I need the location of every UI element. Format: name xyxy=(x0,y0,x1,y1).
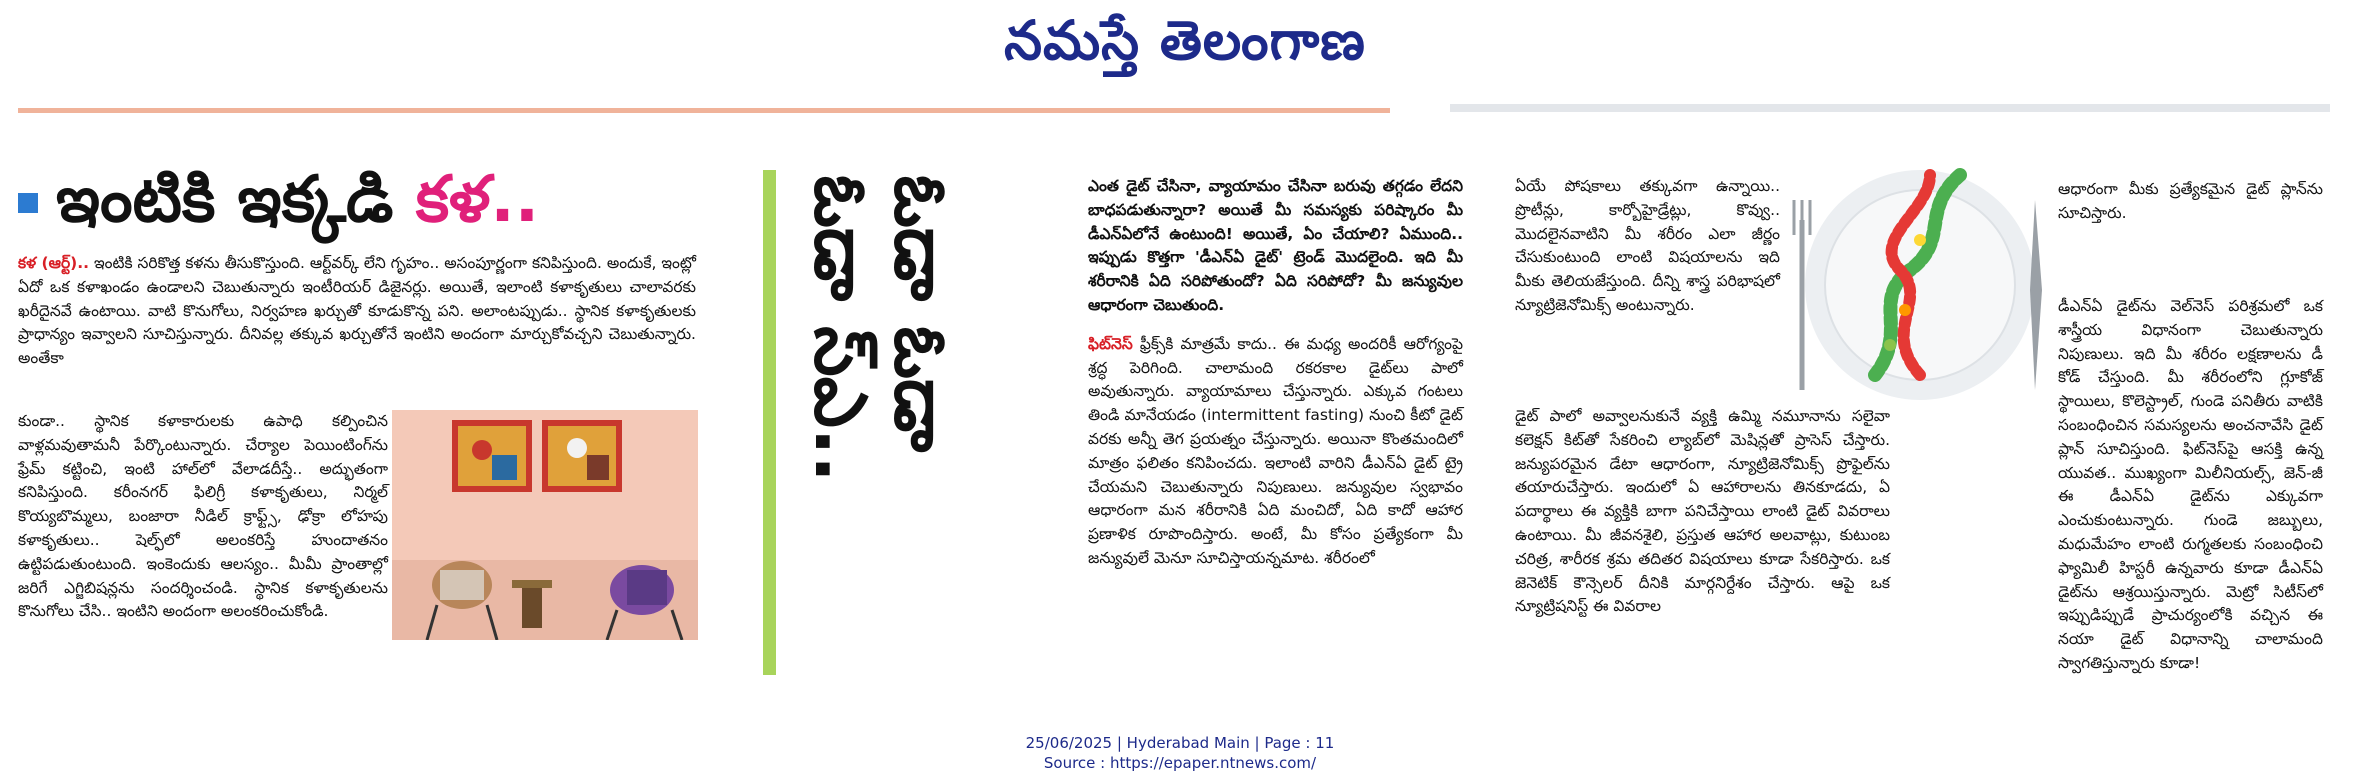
vertical-headline xyxy=(793,175,1063,675)
headline-main: ఇంటికి ఇక్కడి xyxy=(56,163,416,237)
footer-edition: 25/06/2025 | Hyderabad Main | Page : 11 xyxy=(1025,734,1335,752)
diet-para-4: ఆధారంగా మీకు ప్రత్యేకమైన డైట్ ప్లాన్‌ను సూచిస్తారు. xyxy=(2058,180,2323,222)
left-article-body-top xyxy=(18,252,696,371)
diet-lead: ఎంత డైట్ చేసినా, వ్యాయామం చేసినా బరువు తగ్గడం లేదని బాధపడుతున్నారా? అయితే మీ సమస్యకు పరిష్కారం మీ డీఎన్ఏలోనే ఉంటుంది! అయితే, ఏం చేయాలి? ఏముంది.. ఇప్పుడు కొత్తగా 'డీఎన్ఏ డైట్' ట్రెండ్ మొదలైంది. ఇది మీ శరీరానికి ఏది సరిపోతుందో? ఏది సరిపోదో? మీ జన్యువుల ఆధారంగా చెబుతుంది. xyxy=(1088,177,1463,314)
header-rule-right xyxy=(1450,104,2330,112)
left-article-headline xyxy=(18,160,698,240)
diet-column-2-bottom xyxy=(1515,405,1890,619)
body-bottom-text: కుండా.. స్థానిక కళాకారులకు ఉపాధి కల్పించిన వాళ్లమవుతామనీ పేర్కొంటున్నారు. చేర్యాల పెయింటింగ్‌ను ఫ్రేమ్ కట్టించి, ఇంటి హాల్‌లో వేలాడదీస్తే.. అద్భుతంగా కనిపిస్తుంది. కరీంనగర్ ఫిలిగ్రీ కళాకృతులు, నిర్మల్ కొయ్యబొమ్మలు, బంజారా నీడిల్ క్రాఫ్ట్స్, ఢోక్రా లోహపు కళాకృతులు.. షెల్ఫ్‌లో అలంకరిస్తే హుందాతనం ఉట్టిపడుతుంటుంది. ఇంకెందుకు ఆలస్యం.. మీమీ ప్రాంతాల్లో జరిగే ఎగ్జిబిషన్లను సందర్శించండి. స్థానిక కళాకృతులను కొనుగోలు చేసి.. ఇంటిని అందంగా అలంకరించుకోండి. xyxy=(18,412,388,621)
square-bullet-icon xyxy=(18,193,38,213)
interior-photo xyxy=(392,410,698,640)
diet-column-3-bottom xyxy=(2058,295,2323,676)
diet-para-2: ఏయే పోషకాలు తక్కువగా ఉన్నాయి.. ప్రొటీన్లు, కార్బోహైడ్రేట్లు, కొవ్వు.. మొదలైనవాటిని మీ శరీరం ఎలా జీర్ణం చేసుకుంటుంది లాంటి విషయాలను ఇది మీకు తెలియజేస్తుంది. దీన్ని శాస్త్ర పరిభాషలో న్యూట్రిజెనోమిక్స్ అంటున్నారు. xyxy=(1515,177,1780,314)
vertical-headline-line-2: ఓడా స్ఎ.. xyxy=(799,175,883,483)
body-top-text: ఇంటికి సరికొత్త కళను తీసుకొస్తుంది. ఆర్ట్‌వర్క్ లేని గృహం.. అసంపూర్ణంగా కనిపిస్తుంది. అందుకే, ఇంట్లో ఏదో ఒక కళాఖండం ఉండాలని చెబుతున్నారు ఇంటీరియర్ డిజైనర్లు. అయితే, ఇలాంటి కళాకృతులు చాలావరకు ఖరీదైనవే ఉంటాయి. వాటి కొనుగోలు, నిర్వహణ ఖర్చుతో కూడుకొన్న పని. అలాంటప్పుడు.. స్థానిక కళాకృతులకు ప్రాధాన్యం ఇవ్వాలని సూచిస్తున్నారు. దీనివల్ల తక్కువ ఖర్చుతోనే ఇంటిని అందంగా మార్చుకోవచ్చని చెబుతున్నారు. అంతేకా xyxy=(18,254,696,368)
diet-para-1: ఫ్రీక్స్‌కి మాత్రమే కాదు.. ఈ మధ్య అందరికీ ఆరోగ్యంపై శ్రద్ధ పెరిగింది. చాలామంది రకరకాల డైట్‌లు పాలో అవుతున్నారు. వ్యాయామాలు చేస్తున్నారు. ఎక్కువ గంటలు తిండి మానేయడం (intermittent fasting) నుంచి కీటో డైట్ వరకు అన్నీ తెగ ప్రయత్నం చేస్తున్నారు. అయినా కొంతమందిలో మాత్రం ఫలితం కనిపించదు. ఇలాంటి వారిని డీఎన్ఏ డైట్ ట్రై చేయమని చెబుతున్నారు నిపుణులు. జన్యువుల స్వభావం ఆధారంగా మన శరీరానికి ఏది మంచిదో, ఏది కాదో ఆహార ప్రణాళిక రూపొందిస్తారు. అంటే, మీ కోసం ప్రత్యేకంగా మీ జన్యువులే మెనూ సూచిస్తాయన్నమాట. శరీరంలో xyxy=(1088,334,1463,567)
diet-column-1 xyxy=(1088,175,1463,571)
header-rule-left xyxy=(18,108,1390,113)
dna-plate-illustration xyxy=(1780,160,2050,410)
fitness-keyword: ఫిట్‌నెస్ xyxy=(1088,334,1133,353)
diet-para-5: డీఎన్ఏ డైట్‌ను వెల్‌నెస్ పరిశ్రమలో ఒక శాస్త్రీయ విధానంగా చెబుతున్నారు నిపుణులు. ఇది మీ శరీరం లక్షణాలను డీ కోడ్ చేస్తుంది. మీ శరీరంలోని గ్లూకోజ్ స్థాయిలు, కొలెస్ట్రాల్, గుండె పనితీరు వాటికి సంబంధించిన సమస్యలను అంచనావేసి డైట్ ప్లాన్ సూచిస్తుంది. ఫిట్‌నెస్‌పై ఆసక్తి ఉన్న యువత.. ముఖ్యంగా మిలీనియల్స్, జెన్-జీ ఈ డీఎన్ఏ డైట్‌ను ఎక్కువగా ఎంచుకుంటున్నారు. గుండె జబ్బులు, మధుమేహం లాంటి రుగ్మతలకు సంబంధించి ఫ్యామిలీ హిస్టరీ ఉన్నవారు కూడా డీఎన్ఏ డైట్‌ను ఆశ్రయిస్తున్నారు. మెట్రో సిటీస్‌లో ఇప్పుడిప్పుడే ప్రాచుర్యంలోకి వచ్చిన ఈ నయా డైట్ విధానాన్ని చాలామంది స్వాగతిస్తున్నారు కూడా! xyxy=(2058,297,2323,672)
accent-bar xyxy=(763,170,776,675)
diet-column-3-top xyxy=(2058,178,2323,226)
lead-keyword: కళ (ఆర్ట్).. xyxy=(18,254,90,272)
footer-source-link[interactable]: Source : https://epaper.ntnews.com/ xyxy=(1043,754,1317,772)
left-article-body-bottom xyxy=(18,410,388,624)
diet-para-3: డైట్ పాలో అవ్వాలనుకునే వ్యక్తి ఉమ్మి నమూనాను సలైవా కలెక్షన్ కిట్‌తో సేకరించి ల్యాబ్‌లో మెషిన్లతో ప్రాసెస్ చేస్తారు. జన్యుపరమైన డేటా ఆధారంగా, న్యూట్రిజెనోమిక్స్ ప్రొఫైల్‌ను తయారుచేస్తారు. ఇందులో ఏ ఆహారాలను తినకూడదు, ఏ పదార్థాలు ఈ వ్యక్తికి బాగా పనిచేస్తాయి లాంటి డైట్ వివరాలు ఉంటాయి. మీ జీవనశైలి, ప్రస్తుత ఆహార అలవాట్లు, కుటుంబ చరిత్ర, శారీరక శ్రమ తదితర విషయాలు కూడా సేకరిస్తారు. ఒక జెనెటిక్ కౌన్సెలర్ దీనికి మార్గనిర్దేశం చేస్తారు. ఆపై ఒక న్యూట్రిషనిస్ట్ ఈ వివరాల xyxy=(1515,407,1890,616)
page-footer xyxy=(960,733,1400,773)
vertical-headline-line-1: ఓడా ఓడా xyxy=(879,175,963,453)
masthead-logo: నమస్తే తెలంగాణ xyxy=(1004,8,1366,72)
diet-column-2-top xyxy=(1515,175,1780,318)
headline-accent: కళ.. xyxy=(415,163,540,237)
